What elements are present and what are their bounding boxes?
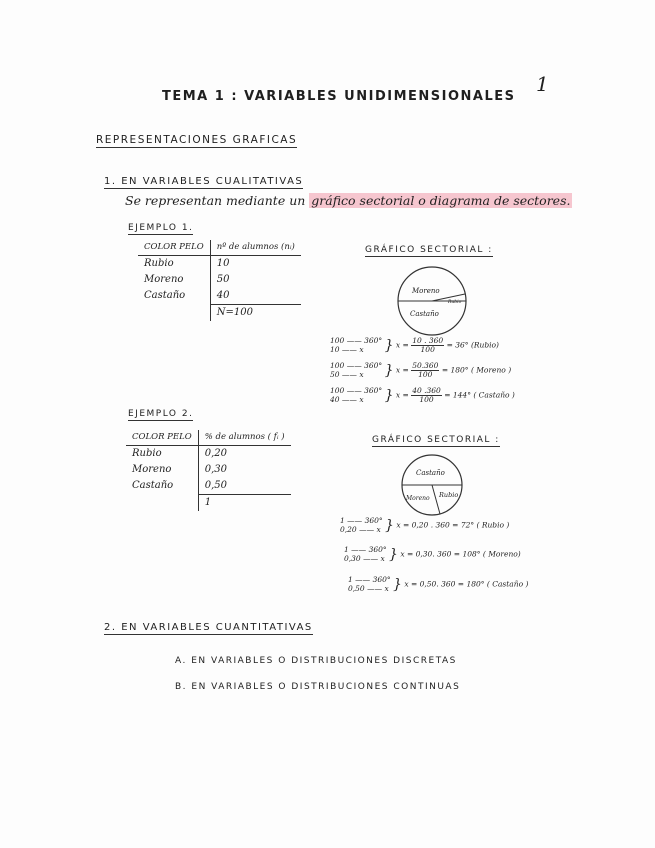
calc-term: 360° bbox=[364, 361, 383, 370]
example2-col-header-percent: % de alumnos ( fᵢ ) bbox=[198, 430, 290, 446]
calc-term: x bbox=[380, 554, 385, 564]
calc-row: 100 —— 360° 10 —— x } x = $\frac{10 . 360}{100}$ = 36° (Rubio) bbox=[330, 336, 499, 355]
calc-term: 40 .360 bbox=[412, 386, 441, 395]
part1-heading bbox=[104, 177, 303, 187]
calc-term: 100 bbox=[330, 361, 345, 370]
part1-heading-text: 1. EN VARIABLES CUALITATIVAS bbox=[104, 176, 304, 187]
table-row bbox=[126, 495, 291, 512]
table-cell-category: Rubio bbox=[138, 256, 210, 273]
calc-term: 100 bbox=[330, 386, 345, 395]
calc-term: 360° bbox=[372, 575, 391, 584]
table-cell-category: Moreno bbox=[126, 462, 198, 478]
example2-col-header-color: COLOR PELO bbox=[126, 430, 198, 446]
calc-term: x = bbox=[395, 390, 409, 400]
table-row bbox=[126, 462, 291, 478]
table-row bbox=[138, 305, 301, 322]
calc-result: = 180° ( Moreno ) bbox=[441, 365, 512, 375]
calc-row: 1 —— 360° 0,50 —— x } x = 0,50. 360 = 180° ( Castaño ) bbox=[348, 575, 529, 594]
calc-term: 360° bbox=[364, 386, 383, 395]
table-cell-value: 0,50 bbox=[198, 478, 290, 495]
calc-term: 1 bbox=[344, 545, 349, 554]
example1-col-header-count: nº de alumnos (nᵢ) bbox=[210, 240, 301, 256]
calc-term: 100 bbox=[420, 344, 435, 354]
calc-term: 0,50 bbox=[348, 584, 365, 594]
pie-label-castano: Castaño bbox=[416, 469, 445, 477]
calc-term: 100 bbox=[418, 369, 433, 379]
pie-label-moreno: Moreno bbox=[406, 495, 430, 502]
part2-heading bbox=[104, 623, 313, 633]
table-cell-value: 50 bbox=[216, 274, 230, 285]
calc-term: 1 bbox=[348, 575, 353, 584]
table-cell-category: Moreno bbox=[138, 272, 210, 288]
example1-label: EJEMPLO 1. bbox=[128, 223, 194, 233]
calc-result: x = 0,30. 360 = 108° ( Moreno) bbox=[400, 549, 521, 559]
calc-result: = 144° ( Castaño ) bbox=[444, 390, 515, 400]
table-row bbox=[126, 478, 291, 495]
calc-term: 100 bbox=[330, 336, 345, 345]
intro-text: Se representan mediante un bbox=[125, 193, 306, 208]
calc-term: x = bbox=[395, 365, 409, 375]
page-title: TEMA 1 : VARIABLES UNIDIMENSIONALES bbox=[162, 89, 516, 104]
example1-table bbox=[138, 240, 301, 321]
page-number: 1 bbox=[536, 72, 549, 96]
calc-result: x = 0,50. 360 = 180° ( Castaño ) bbox=[404, 579, 529, 589]
calc-result: = 36° (Rubio) bbox=[446, 340, 499, 350]
table-cell-category: Rubio bbox=[126, 446, 198, 463]
intro-sentence bbox=[125, 195, 572, 208]
table-cell-value: 0,30 bbox=[204, 464, 227, 475]
example2-label: EJEMPLO 2. bbox=[128, 409, 194, 419]
calc-term: 10 bbox=[330, 345, 340, 355]
calc-term: 0,20 bbox=[340, 525, 357, 535]
table-row bbox=[138, 256, 301, 273]
calc-term: 360° bbox=[368, 545, 387, 554]
list-item: A. EN VARIABLES O DISTRIBUCIONES DISCRETAS bbox=[175, 656, 457, 666]
table-cell-category: Castaño bbox=[138, 288, 210, 305]
calc-term: x bbox=[376, 525, 381, 535]
calc-row: 100 —— 360° 40 —— x } x = $\frac{40 .360}{100}$ = 144° ( Castaño ) bbox=[330, 386, 515, 405]
table-cell-value: 0,20 bbox=[204, 448, 227, 459]
example1-col-header-color: COLOR PELO bbox=[138, 240, 210, 256]
calc-term: x bbox=[359, 395, 364, 405]
calc-term: 1 bbox=[340, 516, 345, 525]
table-cell-value: 40 bbox=[210, 288, 301, 305]
pie-chart-1 bbox=[396, 265, 468, 337]
table-cell-category: Castaño bbox=[126, 478, 198, 495]
calc-term: 50.360 bbox=[412, 361, 439, 370]
calc-row: 1 —— 360° 0,20 —— x } x = 0,20 . 360 = 72° ( Rubio ) bbox=[340, 516, 510, 535]
calc-row: 1 —— 360° 0,30 —— x } x = 0,30. 360 = 108° ( Moreno) bbox=[344, 545, 521, 564]
calc-term: 100 bbox=[419, 394, 434, 404]
calc-term: 0,30 bbox=[344, 554, 361, 564]
calc-term: 40 bbox=[330, 395, 340, 405]
calc-term: 360° bbox=[364, 336, 383, 345]
table-row bbox=[126, 446, 291, 463]
example2-chart-title: GRÁFICO SECTORIAL : bbox=[372, 435, 500, 445]
table-cell-value: 10 bbox=[216, 258, 230, 269]
pie-divider-lower bbox=[432, 485, 440, 514]
calc-term: 10 . 360 bbox=[412, 336, 444, 345]
calc-row: 100 —— 360° 50 —— x } x = $\frac{50.360}{100}$ = 180° ( Moreno ) bbox=[330, 361, 512, 380]
calc-term: x bbox=[359, 370, 364, 380]
calc-term: x = bbox=[395, 340, 409, 350]
table-total: N=100 bbox=[216, 307, 253, 318]
example1-chart-title: GRÁFICO SECTORIAL : bbox=[365, 245, 493, 255]
pie-label-rubio: Rubio bbox=[439, 491, 459, 499]
pie-label-rubio: Rubio bbox=[448, 300, 462, 305]
table-total: 1 bbox=[204, 497, 212, 508]
part2-heading-text: 2. EN VARIABLES CUANTITATIVAS bbox=[104, 622, 313, 633]
pie-chart-2 bbox=[400, 453, 464, 517]
table-row bbox=[138, 288, 301, 305]
pie-label-castano: Castaño bbox=[410, 310, 439, 318]
pie-label-moreno: Moreno bbox=[412, 287, 440, 295]
highlighted-term: gráfico sectorial o diagrama de sectores. bbox=[311, 193, 571, 208]
calc-result: x = 0,20 . 360 = 72° ( Rubio ) bbox=[396, 520, 510, 530]
calc-term: 360° bbox=[364, 516, 383, 525]
calc-term: x bbox=[359, 345, 364, 355]
table-row bbox=[138, 272, 301, 288]
example2-table bbox=[126, 430, 291, 511]
section-heading: REPRESENTACIONES GRAFICAS bbox=[96, 134, 298, 146]
calc-term: x bbox=[384, 584, 389, 594]
calc-term: 50 bbox=[330, 370, 340, 380]
list-item: B. EN VARIABLES O DISTRIBUCIONES CONTINUAS bbox=[175, 682, 461, 692]
